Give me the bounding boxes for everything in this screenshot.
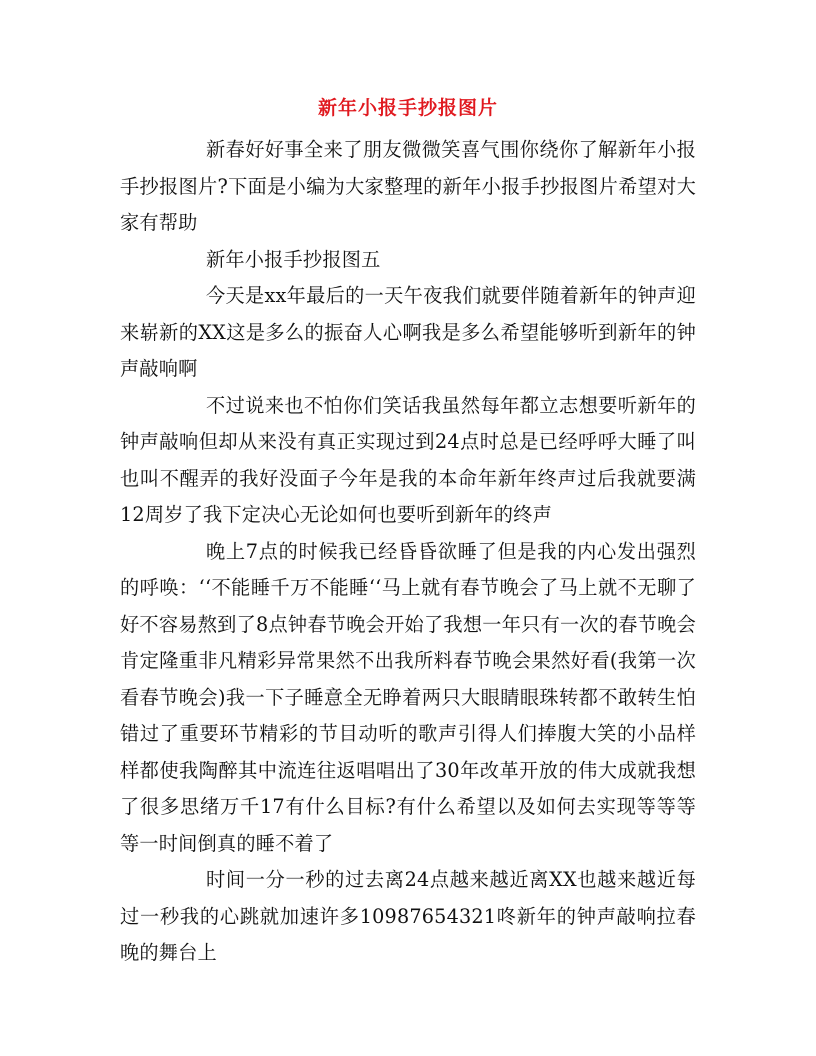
document-title: 新年小报手抄报图片 (317, 97, 498, 119)
paragraph-1: 今天是xx年最后的一天午夜我们就要伴随着新年的钟声迎来崭新的XX这是多么的振奋人心啊我是多么希望能够听到新年的钟声敲响啊 (120, 284, 696, 380)
paragraph-3: 晚上7点的时候我已经昏昏欲睡了但是我的内心发出强烈的呼唤：‘‘不能睡千万不能睡‘‘马上就有春节晚会了马上就不无聊了好不容易熬到了8点钟春节晚会开始了我想一年只有一次的春节晚会肯定隆重非凡精彩异常果然不出我所料春节晚会果然好看(我第一次看春节晚会)我一下子睡意全无睁着两只大眼睛眼珠转都不敢转生怕错过了重要环节精彩的节目动听的歌声引得人们捧腹大笑的小品样样都使我陶醉其中流连往返唱唱出了30年改革开放的伟大成就我想了很多思绪万千17有什么目标?有什么希望以及如何去实现等等等等一时间倒真的睡不着了 (120, 539, 696, 855)
paragraph-4: 时间一分一秒的过去离24点越来越近离XX也越来越近每过一秒我的心跳就加速许多10987654321咚新年的钟声敲响拉春晚的舞台上 (120, 868, 696, 964)
paragraph-2: 不过说来也不怕你们笑话我虽然每年都立志想要听新年的钟声敲响但却从来没有真正实现过到24点时总是已经呼呼大睡了叫也叫不醒弄的我好没面子今年是我的本命年新年终声过后我就要满12周岁了我下定决心无论如何也要听到新年的终声 (120, 393, 696, 526)
document-page (120, 88, 696, 972)
paragraph-subheading: 新年小报手抄报图五 (206, 247, 381, 271)
paragraph-intro: 新春好好事全来了朋友微微笑喜气围你绕你了解新年小报手抄报图片?下面是小编为大家整理的新年小报手抄报图片希望对大家有帮助 (120, 138, 696, 234)
